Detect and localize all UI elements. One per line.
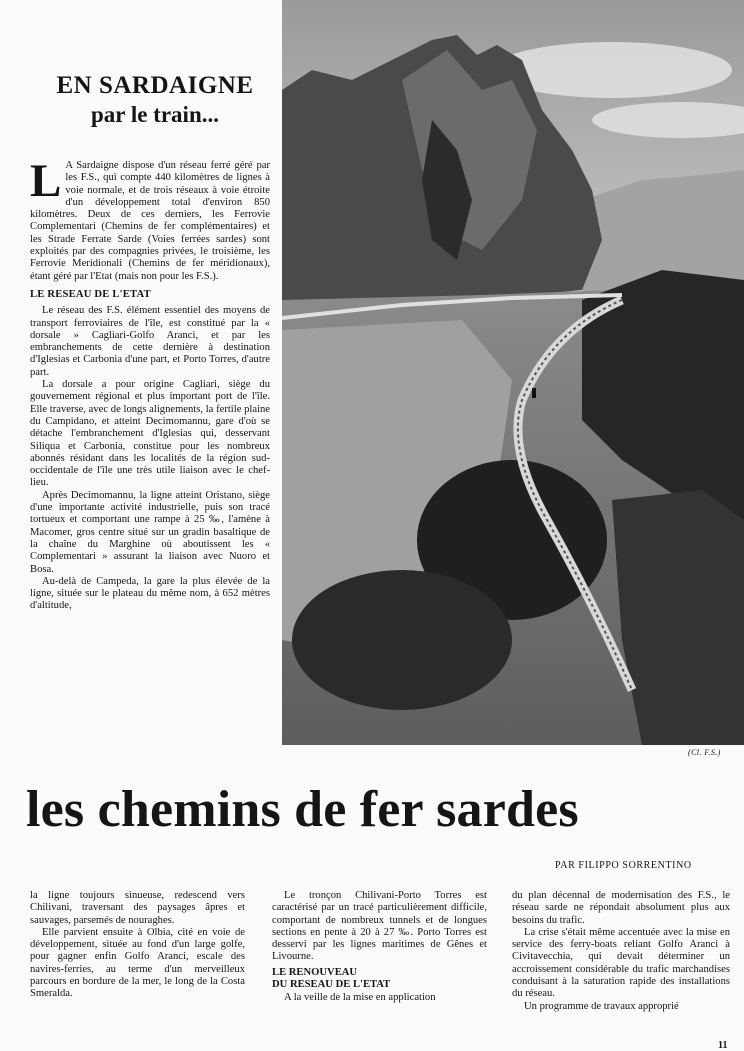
col2-paragraph-1: Le tronçon Chilivani-Porto Torres est caractérisé par un tracé particulièrement difficile, comportant de nombreux tunnels et de longues sections en pente à 20 à 27 ‰. Porto Torres est desservi par les lignes maritimes de Gênes et Livourne.	[272, 890, 487, 963]
lead-paragraph	[30, 155, 270, 283]
col2-paragraph-2: A la veille de la mise en application	[284, 992, 436, 1004]
section-heading-reseau-etat: LE RESEAU DE L'ETAT	[30, 288, 151, 300]
intro-paragraph-4: Au-delà de Campeda, la gare la plus élevée de la ligne, située sur le plateau du même nom, à 652 mètres d'altitude,	[30, 575, 270, 612]
kicker-line-2: par le train...	[91, 101, 219, 127]
photo-credit: (Cl. F.S.)	[688, 748, 721, 757]
col3-paragraph-1: du plan décennal de modernisation des F.S., le réseau sarde ne répondait absolument plus aux besoins du trafic.	[512, 890, 730, 926]
renouveau-heading-line-2: DU RESEAU DE L'ETAT	[272, 979, 391, 991]
body-column-1	[30, 890, 245, 1001]
kicker-line-1: EN SARDAIGNE	[56, 72, 254, 99]
section-heading-renouveau	[272, 967, 487, 992]
page-number: 11	[718, 1040, 728, 1051]
article-headline: les chemins de fer sardes	[26, 781, 579, 838]
author-byline: PAR FILIPPO SORRENTINO	[555, 860, 692, 871]
body-column-2	[272, 890, 487, 1005]
lead-text: A Sardaigne dispose d'un réseau ferré géré par les F.S., qui compte 440 kilomètres de lignes à voie normale, et de trois réseaux à voie étroite d'un développement total d'environ 850 kilomètres. Deux de ces derniers, les Ferrovie Complementari (Chemins de fer complémentaires) et les Strade Ferrate Sarde (Voies ferrées sardes) sont exploités par des compagnies privées, le troisième, les Ferrovie Meridionali (Chemins de fer méridionaux), étant géré par l'Etat (mais non pour les F.S.).	[30, 160, 270, 282]
body-column-3	[512, 890, 730, 1013]
col1-paragraph-2: Elle parvient ensuite à Olbia, cité en voie de développement, située au fond d'un large golfe, pour gagner enfin Golfo Aranci, escale des navires-ferries, au terme d'un merveilleux parcours en bordure de la mer, le long de la Costa Smeralda.	[30, 926, 245, 1000]
col3-paragraph-2: La crise s'était même accentuée avec la mise en service des ferry-boats reliant Golfo Aranci à Civitavecchia, qui devait déterminer un accroissement considérable du trafic marchandises conduisant à la saturation rapide des installations du réseau.	[512, 926, 730, 1000]
railway-landscape-photo	[282, 0, 744, 745]
article-kicker	[30, 72, 280, 127]
drop-cap: L	[30, 155, 62, 207]
intro-column	[30, 155, 270, 613]
col3-paragraph-3: Un programme de travaux approprié	[524, 1000, 679, 1012]
intro-paragraph-2: La dorsale a pour origine Cagliari, siège du gouvernement régional et plus important port de l'île. Elle traverse, avec de longs alignements, la fertile plaine du Campidano, et atteint Decimomannu, gare d'où se détache l'embranchement d'Iglesias qui, desservant Siliqua et Carbonia, constitue pour les nombreux abonnés résidant dans les localités de la région sud-occidentale de l'île une très utile liaison avec le chef-lieu.	[30, 379, 270, 489]
intro-paragraph-3: Après Decimomannu, la ligne atteint Oristano, siège d'une importante activité industrielle, puis son tracé tortueux et comportant une rampe à 25 ‰, l'amène à Macomer, gros centre situé sur un gradin basaltique de la chaîne du Marghine où aboutissent les « Complementari » assurant la liaison avec Nuoro et Bosa.	[30, 489, 270, 575]
renouveau-heading-line-1: LE RENOUVEAU	[272, 966, 358, 978]
col1-paragraph-1: la ligne toujours sinueuse, redescend vers Chilivani, traversant des paysages âpres et sauvages, parsemés de nouraghes.	[30, 890, 245, 926]
intro-paragraph-1: Le réseau des F.S. élément essentiel des moyens de transport ferroviaires de l'île, est constitué par la « dorsale » Cagliari-Golfo Aranci, et par les embranchements de cette dernière à destination d'Iglesias et Carbonia d'une part, et Porto Torres, d'autre part.	[30, 305, 270, 378]
